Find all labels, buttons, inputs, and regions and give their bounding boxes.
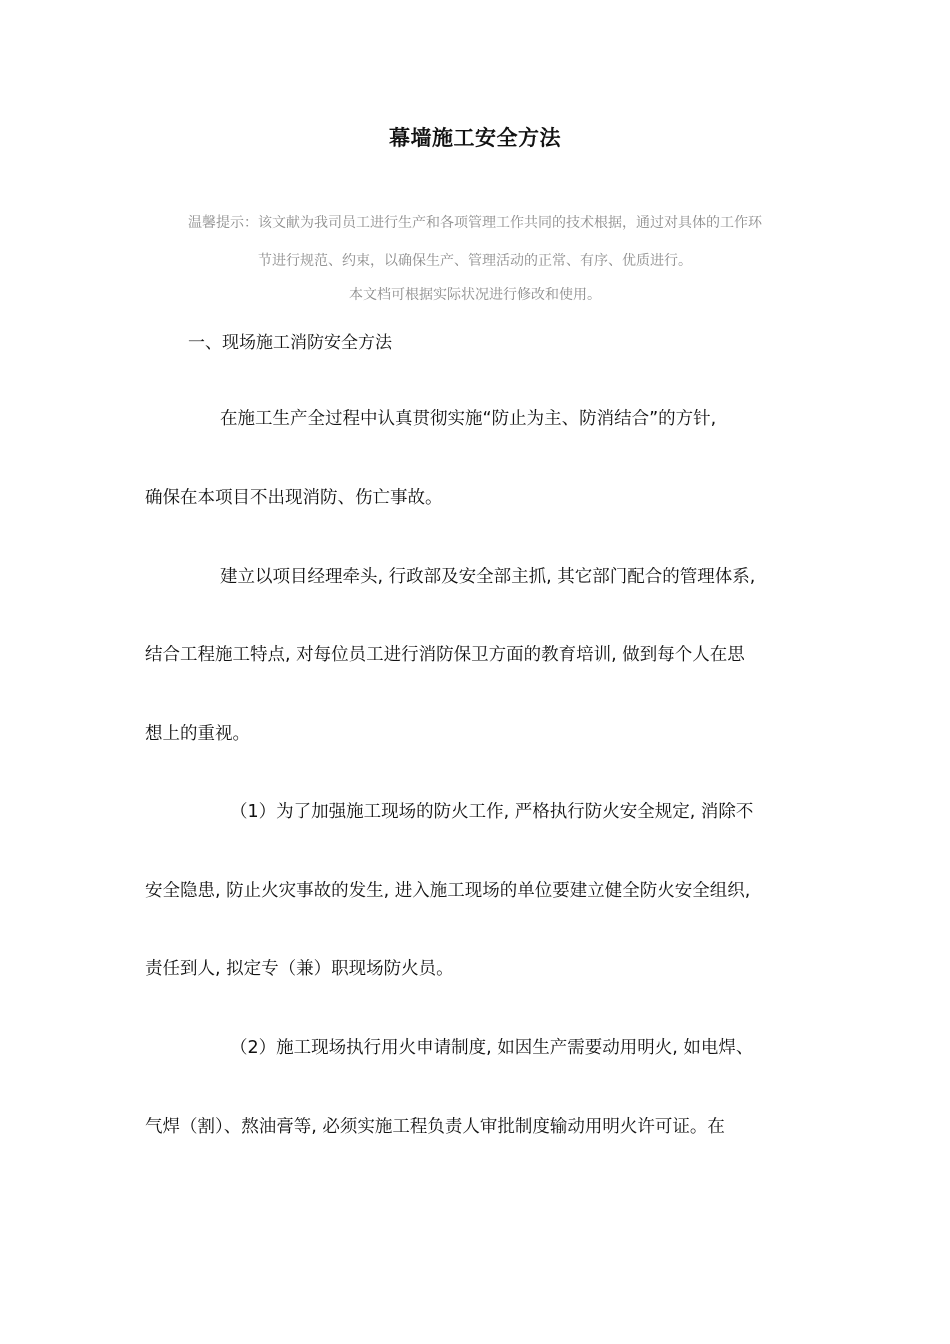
body-line: 安全隐患, 防止火灾事故的发生, 进入施工现场的单位要建立健全防火安全组织, <box>145 881 751 901</box>
body-line: 建立以项目经理牵头, 行政部及安全部主抓, 其它部门配合的管理体系, <box>220 567 756 587</box>
body-line: （1）为了加强施工现场的防火工作, 严格执行防火安全规定, 消除不 <box>230 802 754 822</box>
tip-line-1: 温馨提示：该文献为我司员工进行生产和各项管理工作共同的技术根据，通过对具体的工作环 <box>188 215 762 231</box>
tip-line-2: 节进行规范、约束，以确保生产、管理活动的正常、有序、优质进行。 <box>258 253 692 269</box>
section-heading: 一、现场施工消防安全方法 <box>188 333 392 353</box>
body-line: 在施工生产全过程中认真贯彻实施“防止为主、防消结合”的方针, <box>220 409 717 429</box>
document-title: 幕墙施工安全方法 <box>389 126 561 150</box>
body-line: 结合工程施工特点, 对每位员工进行消防保卫方面的教育培训, 做到每个人在思 <box>145 645 745 665</box>
body-line: 气焊（割）、熬油膏等, 必须实施工程负责人审批制度输动用明火许可证。在 <box>145 1117 725 1137</box>
body-line: 责任到人, 拟定专（兼）职现场防火员。 <box>145 959 454 979</box>
body-line: （2）施工现场执行用火申请制度, 如因生产需要动用明火, 如电焊、 <box>230 1038 754 1058</box>
body-line: 确保在本项目不出现消防、伤亡事故。 <box>145 488 443 508</box>
body-line: 想上的重视。 <box>145 724 250 744</box>
tip-line-3: 本文档可根据实际状况进行修改和使用。 <box>349 287 601 303</box>
